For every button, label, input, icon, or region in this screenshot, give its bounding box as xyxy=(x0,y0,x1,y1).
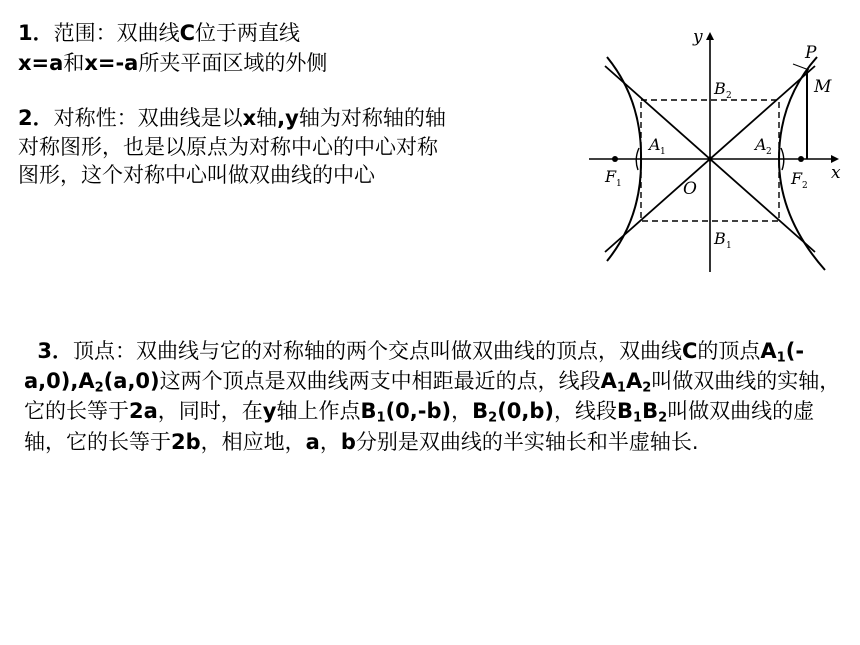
real-axis-a1: A xyxy=(600,369,617,394)
range-paragraph xyxy=(18,18,438,79)
range-line-eq-2: x=-a xyxy=(84,51,139,76)
vertex-b2-coord: (0,b) xyxy=(497,399,555,424)
a2-label: A xyxy=(755,135,767,154)
vertex-a1: A xyxy=(760,339,777,363)
a2-subscript: 2 xyxy=(766,147,772,157)
vertex-a1-sub: 1 xyxy=(776,350,786,366)
symmetry-text-1: 对称性：双曲线是以 xyxy=(53,106,243,130)
vertex-number: 3． xyxy=(37,339,73,363)
y-axis-arrow xyxy=(706,32,714,40)
origin-label: O xyxy=(683,179,697,199)
vertex-a2-coord: (a,0) xyxy=(103,369,160,394)
b1-subscript: 1 xyxy=(726,241,732,251)
vertex-text-3: 这两个顶点是双曲线两支中相距最近的点，线段 xyxy=(159,369,601,394)
a1-subscript: 1 xyxy=(660,147,666,157)
vertex-text-2: 的顶点 xyxy=(697,339,761,363)
symmetry-text-3: 轴为对称轴的轴对称图形，也是以原点为对称中心的中心对称图形，这个对称中心叫做双曲线的中心 xyxy=(18,106,446,188)
vertex-text-7: ， xyxy=(451,399,473,424)
symmetry-number: 2． xyxy=(18,106,54,130)
symmetry-x: x xyxy=(242,106,257,130)
p-pointer xyxy=(793,64,809,70)
b2-subscript: 2 xyxy=(726,91,732,101)
focus-f2-point xyxy=(798,156,804,162)
real-axis-a2-sub: 2 xyxy=(642,380,652,396)
origin-point xyxy=(708,157,713,162)
imag-axis-length: 2b xyxy=(171,429,201,454)
vertex-b1: B xyxy=(360,399,377,424)
range-number: 1． xyxy=(18,21,54,45)
vertex-b1-sub: 1 xyxy=(376,411,386,427)
vertex-text-4: 叫做双曲线的实轴，它的长等于 xyxy=(24,369,841,424)
f2-subscript: 2 xyxy=(802,181,808,191)
imag-axis-b1: B xyxy=(617,399,634,424)
semi-a: a xyxy=(305,429,320,454)
imag-axis-b2-sub: 2 xyxy=(658,411,668,427)
f2-label: F xyxy=(791,169,803,188)
vertex-text-10: ，相应地， xyxy=(200,429,306,454)
semi-b: b xyxy=(340,429,356,454)
range-text-3: 和 xyxy=(63,51,85,76)
vertex-a2-sub: 2 xyxy=(94,380,104,396)
vertex-text-12: 分别是双曲线的半实轴长和半虚轴长. xyxy=(355,429,699,454)
x-axis-arrow xyxy=(831,155,839,163)
vertex-b1-coord: (0,-b) xyxy=(385,399,452,424)
vertex-text-6: 轴上作点 xyxy=(276,399,361,424)
symmetry-text-2: 轴 xyxy=(256,106,278,130)
imag-axis-b2: B xyxy=(642,399,659,424)
vertex-a2: A xyxy=(78,369,95,394)
f1-subscript: 1 xyxy=(616,179,622,189)
range-text-4: 所夹平面区域的外侧 xyxy=(138,51,328,76)
vertex-a1-coord: (-a,0), xyxy=(24,339,805,394)
a1-label: A xyxy=(649,135,661,154)
real-axis-a1-sub: 1 xyxy=(616,380,626,396)
vertex-text-5: ，同时，在 xyxy=(157,399,263,424)
hyperbola-diagram xyxy=(585,20,847,276)
f1-label: F xyxy=(605,167,617,186)
symmetry-y: ,y xyxy=(277,106,299,130)
vertex-b2: B xyxy=(472,399,489,424)
symmetry-paragraph xyxy=(18,104,448,190)
p-label: P xyxy=(805,43,817,63)
y-axis-label: y xyxy=(693,27,703,47)
range-line-eq-1: x=a xyxy=(18,51,64,76)
vertex-text-9: 叫做双曲线的虚轴，它的长等于 xyxy=(24,399,815,454)
range-curve-c: C xyxy=(179,21,196,45)
b2-label: B xyxy=(714,79,726,98)
vertex-text-1: 顶点：双曲线与它的对称轴的两个交点叫做双曲线的顶点，双曲线 xyxy=(72,339,682,363)
range-text-1: 范围：双曲线 xyxy=(53,21,180,45)
b1-label: B xyxy=(714,229,726,248)
vertex-text-8: ，线段 xyxy=(554,399,618,424)
real-axis-a2: A xyxy=(625,369,643,394)
vertex-paragraph xyxy=(24,336,854,457)
range-text-2: 位于两直线 xyxy=(195,21,301,45)
vertex-y-axis: y xyxy=(262,399,277,424)
m-label: M xyxy=(814,77,832,97)
vertex-b2-sub: 2 xyxy=(488,411,498,427)
vertex-text-11: ， xyxy=(319,429,341,454)
x-axis-label: x xyxy=(831,163,841,183)
real-axis-length: 2a xyxy=(129,399,158,424)
focus-f1-point xyxy=(612,156,618,162)
vertex-curve-c: C xyxy=(681,339,698,363)
imag-axis-b1-sub: 1 xyxy=(633,411,643,427)
